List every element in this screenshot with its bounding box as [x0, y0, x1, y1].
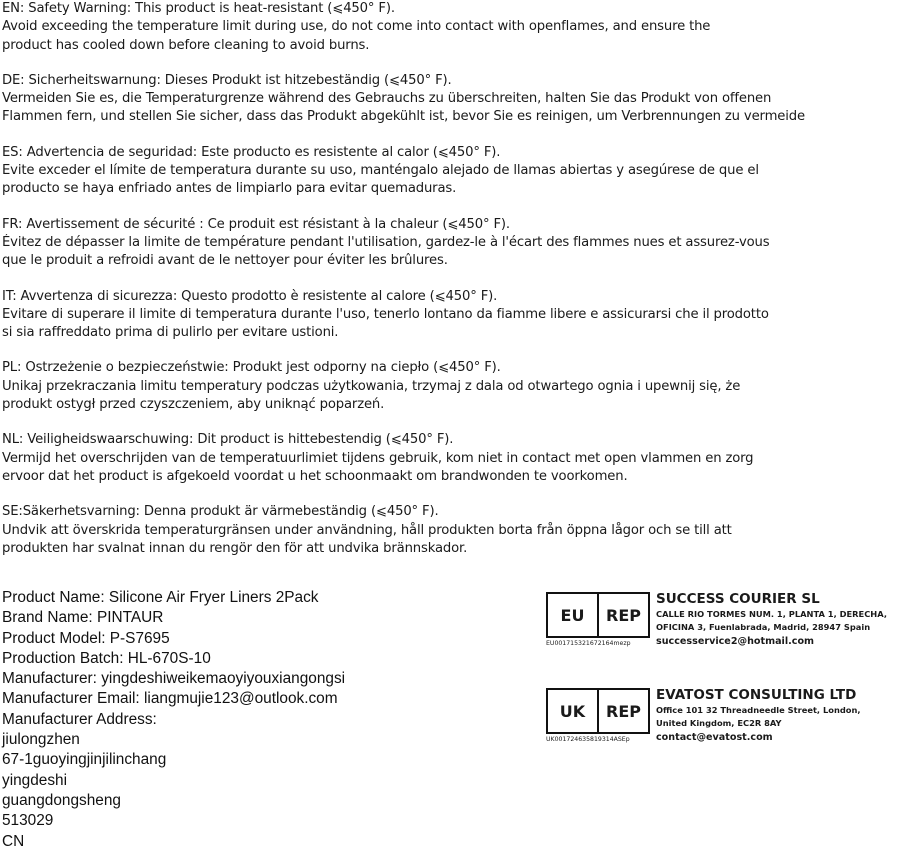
warning-fr — [2, 216, 900, 271]
warning-text: Flammen fern, und stellen Sie sicher, dass das Produkt abgekühlt ist, bevor Sie es reinigen, um Verbrennungen zu vermeide — [2, 109, 805, 125]
address-country: CN — [2, 832, 25, 850]
warning-heading: ES: Advertencia de seguridad: Este producto es resistente al calor (⩽450° F). — [2, 144, 501, 160]
rep-label: REP — [606, 605, 641, 625]
product-info — [2, 588, 345, 852]
eu-rep-address: OFICINA 3, Fuenlabrada, Madrid, 28947 Spain — [656, 622, 871, 632]
manufacturer-email: Manufacturer Email: liangmujie123@outlook.com — [2, 690, 338, 708]
uk-rep-address: Office 101 32 Threadneedle Street, London, — [656, 705, 861, 715]
warning-nl — [2, 431, 900, 486]
eu-label: EU — [548, 594, 599, 636]
address-line: yingdeshi — [2, 771, 68, 789]
warning-heading: SE:Säkerhetsvarning: Denna produkt är värmebeständig (⩽450° F). — [2, 504, 439, 520]
eu-rep-company: SUCCESS COURIER SL — [656, 591, 820, 607]
manufacturer-address-label: Manufacturer Address: — [2, 710, 157, 728]
warning-text: Vermeiden Sie es, die Temperaturgrenze während des Gebrauchs zu überschreiten, halten Sie das Produkt von offenen — [2, 91, 772, 107]
uk-rep-company: EVATOST CONSULTING LTD — [656, 687, 857, 703]
warning-heading: FR: Avertissement de sécurité : Ce produit est résistant à la chaleur (⩽450° F). — [2, 216, 510, 232]
uk-rep-badge — [546, 688, 650, 734]
safety-warnings — [2, 0, 900, 575]
address-postcode: 513029 — [2, 812, 54, 830]
warning-text: Undvik att överskrida temperaturgränsen under användning, håll produkten borta från öppna lågor och se till att — [2, 522, 732, 538]
eu-rep-info — [656, 590, 887, 649]
warning-text: si sia raffreddato prima di pulirlo per evitare ustioni. — [2, 325, 339, 341]
warning-text: Unikaj przekraczania limitu temperatury podczas użytkowania, trzymaj z dala od otwartego ognia i upewnij się, że — [2, 378, 741, 394]
warning-text: produkt ostygł przed czyszczeniem, aby uniknąć poparzeń. — [2, 397, 385, 413]
manufacturer: Manufacturer: yingdeshiweikemaoyiyouxiangongsi — [2, 670, 346, 688]
brand-name: Brand Name: PINTAUR — [2, 609, 164, 627]
warning-pl — [2, 359, 900, 414]
eu-rep-address: CALLE RIO TORMES NUM. 1, PLANTA 1, DERECHA, — [656, 609, 887, 619]
eu-rep-email: successervice2@hotmail.com — [656, 636, 815, 647]
warning-es — [2, 144, 900, 199]
production-batch: Production Batch: HL-670S-10 — [2, 649, 211, 667]
warning-it — [2, 288, 900, 343]
rep-label: REP — [606, 701, 641, 721]
warning-de — [2, 72, 900, 127]
warning-text: Evitare di superare il limite di temperatura durante l'uso, tenerlo lontano da fiamme libere e assicurarsi che il prodotto — [2, 306, 769, 322]
warning-text: Évitez de dépasser la limite de température pendant l'utilisation, gardez-le à l'écart des flammes nues et assurez-vous — [2, 234, 770, 250]
address-line: 67-1guoyingjinjilinchang — [2, 751, 167, 769]
address-line: guangdongsheng — [2, 791, 121, 809]
warning-text: producto se haya enfriado antes de limpiarlo para evitar quemaduras. — [2, 181, 457, 197]
uk-rep-code: UK001724635819314ASEp — [546, 736, 630, 743]
warning-en — [2, 0, 900, 55]
address-line: jiulongzhen — [2, 731, 80, 749]
product-model: Product Model: P-S7695 — [2, 629, 170, 647]
uk-rep-address: United Kingdom, EC2R 8AY — [656, 718, 782, 728]
warning-text: Vermijd het overschrijden van de temperatuurlimiet tijdens gebruik, kom niet in contact met open vlammen en zorg — [2, 450, 754, 466]
eu-rep-badge — [546, 592, 650, 638]
warning-text: que le produit a refroidi avant de le nettoyer pour éviter les brûlures. — [2, 253, 448, 269]
warning-heading: DE: Sicherheitswarnung: Dieses Produkt ist hitzebeständig (⩽450° F). — [2, 72, 452, 88]
warning-heading: EN: Safety Warning: This product is heat-resistant (⩽450° F). — [2, 1, 395, 16]
uk-rep-block — [546, 686, 896, 750]
warning-text: product has cooled down before cleaning to avoid burns. — [2, 37, 370, 53]
uk-label: UK — [548, 690, 599, 732]
warning-se — [2, 503, 900, 558]
warning-heading: IT: Avvertenza di sicurezza: Questo prodotto è resistente al calore (⩽450° F). — [2, 288, 498, 304]
warning-heading: NL: Veiligheidswaarschuwing: Dit product is hittebestendig (⩽450° F). — [2, 432, 454, 448]
warning-text: Avoid exceeding the temperature limit during use, do not come into contact with openflames, and ensure the — [2, 19, 711, 35]
product-name: Product Name: Silicone Air Fryer Liners 2Pack — [2, 589, 319, 606]
warning-text: ervoor dat het product is afgekoeld voordat u het schoonmaakt om brandwonden te voorkomen. — [2, 468, 628, 484]
warning-text: Evite exceder el límite de temperatura durante su uso, manténgalo alejado de llamas abiertas y asegúrese de que el — [2, 163, 759, 179]
uk-rep-info — [656, 686, 861, 745]
uk-rep-email: contact@evatost.com — [656, 732, 773, 743]
eu-rep-code: EU001715321672164mezp — [546, 640, 631, 647]
warning-heading: PL: Ostrzeżenie o bezpieczeństwie: Produkt jest odporny na ciepło (⩽450° F). — [2, 360, 501, 376]
eu-rep-block — [546, 590, 896, 654]
warning-text: produkten har svalnat innan du rengör den för att undvika brännskador. — [2, 540, 468, 556]
